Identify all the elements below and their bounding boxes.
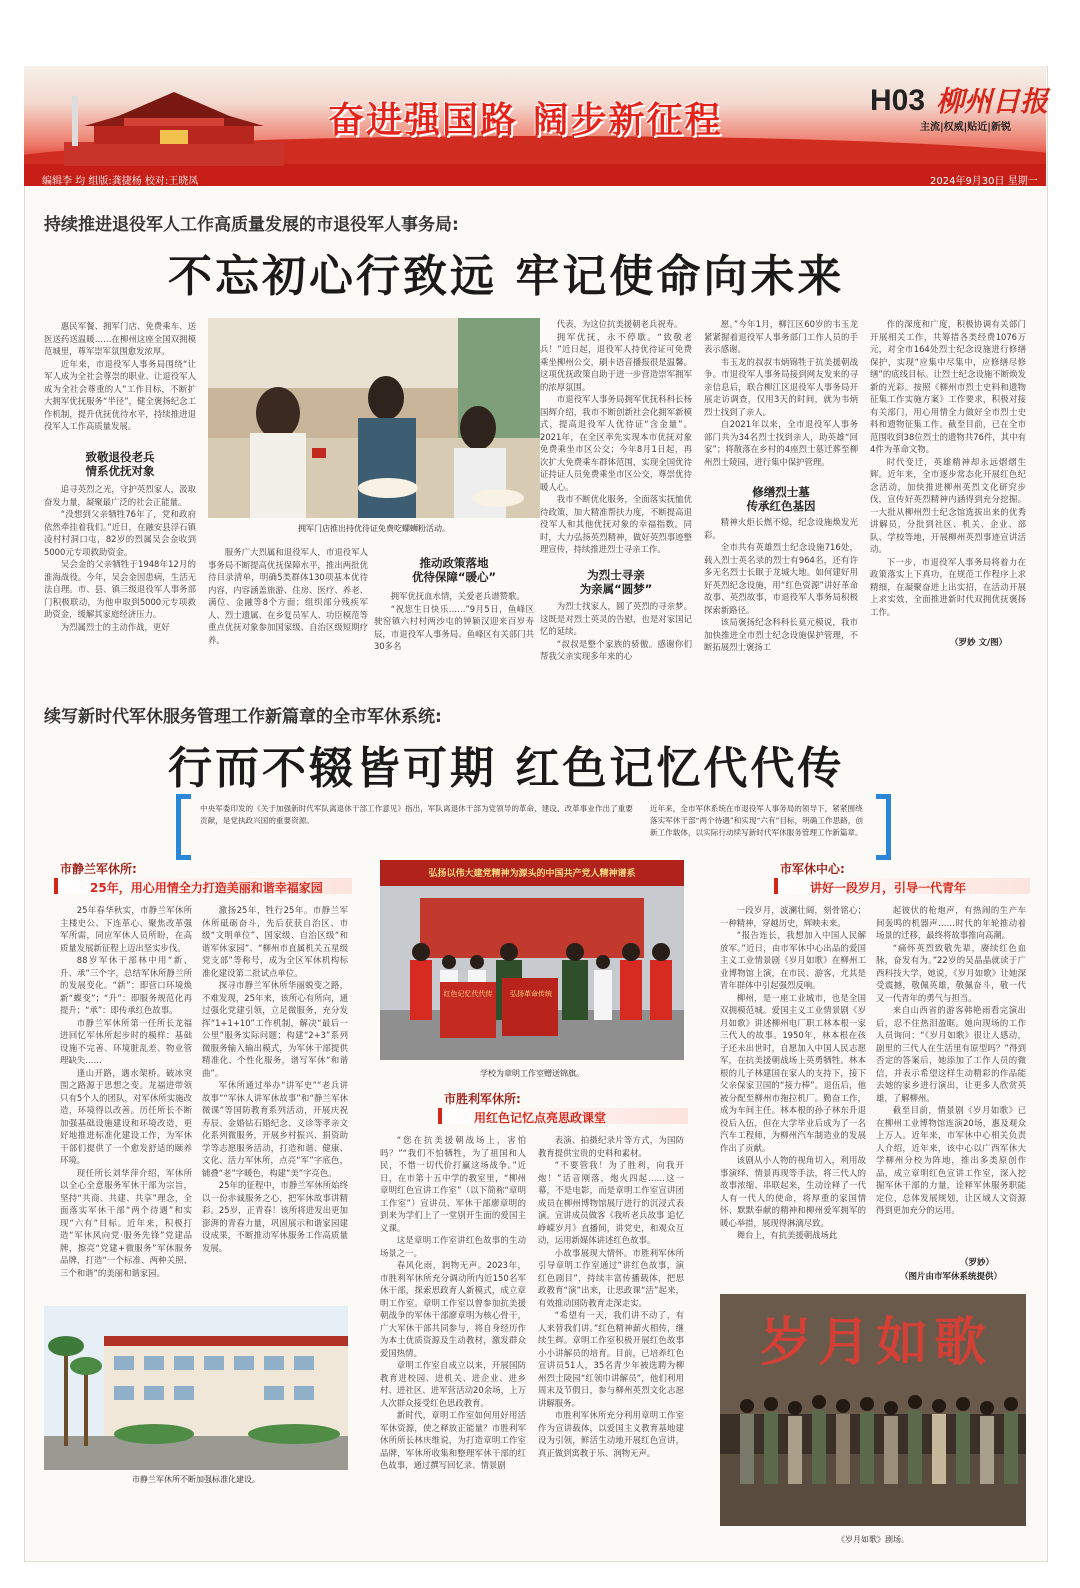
newspaper-logo: 柳州日报 [936, 85, 1049, 118]
paragraph: “没想到父亲牺牲76年了，党和政府依然牵挂着我们。”近日，在融安县浮石镇凌村村洞口屯，82岁的烈属吴会金收到5000元专项救助资金。 [44, 509, 196, 557]
article1-col1-body [44, 483, 196, 659]
paragraph: 下一步，市退役军人事务局将着力在政策落实上下真功，在规范工作程序上求精细，在凝聚奋进上出实招，在活动开展上求实效，全面推进新时代双拥优抚褒扬工作。 [870, 556, 1026, 617]
intro-bracket-left [176, 794, 191, 860]
section3-photo [720, 1294, 1026, 1526]
section1-title: 25年，用心用情全力打造美丽和谐幸福家园 [90, 881, 323, 895]
paragraph: 自2021年以来，全市退役军人事务部门共为34名烈士找到亲人，助英雄“回家”；将散落在乡村的4座烈士墓迁葬至柳州烈士陵园，进行集中保护管理。 [704, 419, 858, 467]
section3-col1 [720, 904, 866, 1288]
article2-intro-2: 近年来，全市军休系统在市退役军人事务局的领导下，紧紧围绕落实军休干部“两个待遇”和实现“六有”目标，明确工作思路，创新工作载体，以实际行动续写新时代军休服务管理工作新篇章。 [650, 804, 863, 837]
paragraph: 追寻英烈之光，守护英烈家人，汲取奋发力量，凝聚最广泛的社会正能量。 [44, 484, 196, 507]
paragraph: 拥军优抚，永不停歇。“致敬老兵！”近日起，退役军人持优待证可免费乘坐柳州公交，刷卡语音播报很是温馨。这项优抚政策自助于进一步营造崇军拥军的浓厚氛围。 [540, 331, 692, 392]
section3-byline: （罗妙） [960, 1258, 995, 1268]
article1-col5-tail [704, 516, 858, 660]
paragraph: 这是章明工作室讲红色故事的生动场景之一。 [380, 1235, 526, 1258]
article1-subhead-4: 修缮烈士墓 传承红色基因 [746, 485, 816, 513]
article1-subhead-3: 为烈士寻亲 为亲属“圆梦” [579, 568, 653, 596]
section3-tag: 市军休中心: [780, 862, 845, 876]
article1-col2 [208, 546, 368, 658]
section1-tag: 市静兰军休所: [60, 862, 137, 876]
article1-subhead-2: 推动政策落地 优待保障“暖心” [411, 556, 497, 584]
paragraph: 25年的征程中，市静兰军休所始终以一份赤诚服务之心，把军休故事讲精彩。25岁，正青春！该所将进发出更加澎湃的青春力量，巩固展示和谐家园建设成果，不断推动军休服务工作高质量发展。 [202, 1180, 348, 1253]
article2-intro-1: 中央军委印发的《关于加强新时代军队离退休干部工作意见》指出，军队离退休干部为党领导的革命、建设、改革事业作出了重要贡献，是党执政兴国的重要资源。 [200, 804, 633, 825]
article1-col4-tail [540, 600, 692, 660]
paragraph: 起彼伏的枪炮声，有热闹的生产车间轰鸣的机器声……时代的年轮推动着场景的迁移，最终将故事推向高潮。 [876, 905, 1026, 940]
paragraph: 惠民军餐、拥军门店、免费乘车、送医送药送温暖……在柳州这座全国双拥模范城里，尊军崇军氛围愈发浓厚。 [44, 321, 196, 356]
article1-col6 [870, 318, 1026, 648]
article2-headline: 行而不辍皆可期 红色记忆代代传 [168, 743, 845, 794]
paragraph: 截至目前，情景剧《岁月如歌》已在柳州工业博物馆连演20场，惠及观众上万人。近年来，市军休中心相关负责人介绍，近年来，该中心以广西军休大学柳州分校为阵地，推出多类原创作品，成立章明红色宣讲工作室，深入挖掘军休干部的力量，诠释军休服务职能定位，总体发展规划，让区域人文资源得到更加充分的运用。 [876, 1105, 1026, 1215]
paragraph: 小故事展现大情怀。市胜利军休所引导章明工作室通过“讲红色故事，演红色剧目”，持续丰富传播载体，把思政教育“演”出来，让思政课“活”起来，有效推动国防教育走深走实。 [538, 1247, 684, 1308]
paragraph: 88岁军休干部林中用“新、升、承”三个字，总结军休所静兰所的发展变化。“新”：即营口环境焕新“蝶变”；“升”：即服务规范化再提升；“承”：即传承红色故事。 [60, 955, 192, 1015]
newspaper-motto: 主流|权威|贴近|新锐 [920, 122, 1011, 133]
paragraph: 愿。”今年1月，柳江区60岁的韦玉龙紧紧握着退役军人事务部门工作人员的手表示感谢。 [704, 319, 858, 354]
paragraph: 市退役军人事务局拥军优抚科科长杨国辉介绍，我市不断创新社会化拥军新模式，提高退役军人优待证“含金量”。2021年，在全区率先实现本市优抚对象免费乘坐市区公交；今年8月1日起，再次扩大免费乘车群体范围，实现全国优待证持证人员免费乘坐市区公交，尊崇优待暖人心。 [540, 394, 692, 492]
paragraph: “叔叔是整个家族的骄傲。感谢你们帮我父亲实现多年来的心 [540, 638, 692, 660]
paragraph: 市胜利军休所充分利用章明工作室作为宣讲载体，以爱国主义教育基地建设为引领，鲜活生动地开展红色宣讲，真正做到寓教于乐、润物无声。 [538, 1410, 684, 1458]
paragraph: 来自山西省的游客韩艳雨看完演出后，忍不住热泪盈眶。她向现场的工作人员询问：“《岁月如歌》很让人感动，剧里的三代人在生活里有原型吗？”得到否定的答案后，她添加了工作人员的微信，并表示希望这样生动精彩的作品能去她的家乡进行演出，让更多人欣赏英雄，了解柳州。 [876, 1005, 1026, 1103]
paragraph: 25年春华秋实，市静兰军休所主楼史公、下连革心、聚焦改革强军所需，同应军休人员所盼，在高质量发展新征程上迈出坚实步伐。 [60, 905, 192, 953]
paragraph: 服务广大烈属和退役军人，市退役军人事务局不断提高优抚保障水平，推出两批优待目录清单，明确5类群体130项基本优待内容，内容涵盖旅游、住房、医疗、养老、满位、金融等8个方面；组织部分残疾军人、烈士遗属、在乡复员军人、功臣模范等重点优抚对象参加国家级、自治区级短期疗养。 [208, 547, 368, 645]
editor-credits: 编辑李 均 组版:龚捷杨 校对:王晓凤 [42, 176, 199, 187]
paragraph: 该剧从小人物的视角切入，利用故事演绎、情景再现等手法，将三代人的故事浓缩、串联起来，生动诠释了一代人有一代人的使命，将厚重的家国情怀、默默奉献的精神和柳州爱军拥军的暖心举措，展现得淋漓尽致。 [720, 1155, 866, 1228]
paragraph: 表演、拍摄纪录片等方式，为国防教育提供宝贵的史料和素材。 [538, 1135, 684, 1158]
paragraph: 章明工作室自成立以来，开展国防教育进校园、进机关、进企业、进乡村、进社区、进军营活动20余场，上万人次群众接受红色思政教育。 [380, 1360, 526, 1408]
paragraph: 逢山开路，遇水架桥。破冰突围之路源于思想之变。龙福进带领只有5个人的团队，对军休所实施改造，环境得以改善。历任所长不断加强基础设施建设和环境改造，更好地推进标准化建设工作，为军休干部们提供了一个愈发舒适的颐养环境。 [60, 1067, 192, 1165]
paragraph: 拥军优抚血水情，关爱老兵谱赞歌。 [390, 591, 525, 601]
paragraph: 作的深度和广度，积极协调有关部门开展相关工作，共筹措各类经费1076万元，对全市164处烈士纪念设施进行修缮保护，实现“应集中尽集中，应修缮尽修缮”的底线目标。让烈士纪念设施不断焕发新的光彩。按照《柳州市烈士史料和遗物征集工作实施方案》工作要求，积极对接有关部门，用心用情全力做好全市烈士史料和遗物征集工作。截至目前，已在全市范围收到38位烈士的遗物共76件，其中有4件为革命文物。 [870, 319, 1026, 454]
article1-photo-caption: 拥军门店推出持优待证免费吃螺蛳粉活动。 [298, 524, 450, 533]
tiananmen-illustration [64, 86, 284, 166]
banner-slogan: 奋进强国路 阔步新征程 [328, 100, 723, 141]
paragraph: 现任所长刘华萍介绍，军休所以全心全意服务军休干部为宗旨，坚持“共商、共建、共享”理念，全面落实军休干部“两个待遇”和实现“六有”目标。近年来，积极打造“军休风向党·服务先锋”党建品牌，擦亮“党建+微服务”军休服务品牌，打造“一个标准、两种关照、三个和谐”的美丽和谐家园。 [60, 1167, 192, 1278]
center-photo [380, 860, 684, 1060]
paragraph: 一段岁月，波澜壮阔，刻骨铭心；一种精神，穿越历史，辉映未来。 [720, 905, 866, 928]
paragraph: 市静兰军休所第一任所长龙福进回忆军休所起步时的模样：基础设施不完善、环境脏乱差、物业管理缺失…… [60, 1017, 192, 1065]
paragraph: 新时代，章明工作室如何用好用活军休资源，使之释放正能量？市胜利军休所所长林庆维说，为打造章明工作室品牌，军休所收集和整理军休干部的红色故事，通过撰写回忆录、情景剧 [380, 1410, 526, 1470]
issue-date: 2024年9月30日 星期一 [930, 176, 1038, 187]
paragraph: 军休所通过举办“讲军史”“老兵讲故事”“军休人讲军休故事”和“静兰军休微课”等国防教育系列活动，开展庆祝寿辰、金婚钻石婚纪念、义诊等孝亲文化系列微服务，开展乡村振兴、捐资助学等志愿服务活动，打造和谐、健康、文化、活力军休所，点亮“军”字底色，铺叠“老”字暖色，构建“美”字亮色。 [202, 1080, 348, 1178]
section1-col2 [202, 904, 348, 1294]
section1-col1 [60, 904, 192, 1294]
center-photo-banner: 弘扬以伟大建党精神为源头的中国共产党人精神谱系 [428, 869, 636, 879]
paragraph: “痛怀英烈致敬先辈，赓续红色血脉，奋发有为。”22岁的吴晶晶就读于广西科技大学，她说，《岁月如歌》让她深受震撼，敬佩英雄，敬佩奋斗，敬一代又一代青年的勇气与担当。 [876, 942, 1026, 1003]
article1-kicker: 持续推进退役军人工作高质量发展的市退役军人事务局: [44, 215, 459, 235]
page-number: H03 [870, 84, 926, 117]
paragraph: 近年来，市退役军人事务局围绕“让军人成为全社会尊崇的职业、让退役军人成为全社会尊重的人”工作目标，不断扩大拥军优抚服务“半径”，健全褒扬纪念工作机制，提升优抚优待水平，持续推进退役军人工作高质量发展。 [44, 358, 196, 431]
section1-photo [44, 1306, 348, 1470]
paragraph: 为烈士找家人，圆了英烈的寻亲梦。这既是对烈士英灵的告慰，也是对家国记忆的延续。 [540, 601, 692, 636]
paragraph: “报告连长，我想加入中国人民解放军。”近日，由市军休中心出品的爱国主义工业情景剧《岁月如歌》在柳州工业博物馆上演，在市民、游客，尤其是青年群体中引起强烈反响。 [720, 930, 866, 990]
article1-headline: 不忘初心行致远 牢记使命向未来 [168, 251, 845, 302]
center-photo-flag-right: 弘扬革命传统 [510, 990, 552, 998]
paragraph: 代表，为这位抗美援朝老兵祝寿。 [556, 319, 683, 329]
article1-byline: （罗妙 文/图） [950, 638, 1008, 648]
section3-photo-caption: 《岁月如歌》剧场。 [837, 1535, 909, 1544]
paragraph: 我市不断优化服务，全面落实抚恤优待政策，加大精准帮扶力度，不断提高退役军人和其他优抚对象的幸福指数。同时，大力弘扬英烈精神，做好英烈事迹整理宣传，持续推进烈士寻亲工作。 [540, 494, 692, 554]
section2-col1 [380, 1134, 526, 1536]
paragraph: “祝您生日快乐……”9月5日，鱼峰区驶窑镇六村村两沙屯的钟颖汉迎来百岁寿辰，市退役军人事务局、鱼峰区有关部门共30多名 [374, 603, 534, 651]
section3-title: 讲好一段岁月，引导一代青年 [810, 881, 967, 895]
article1-subhead-1: 致敬退役老兵 情系优抚对象 [85, 450, 155, 478]
paragraph: 该局褒扬纪念科科长莫元模说，我市加快推进全市烈士纪念设施保护管理，不断拓展烈士褒扬工 [704, 617, 858, 652]
section2-col2 [538, 1134, 684, 1536]
paragraph: 韦玉龙的叔叔韦炳锦牲于抗美援朝战争。市退役军人事务局接到网友发来的寻亲信息后，联合柳江区退役军人事务局开展走访调查，仅用3天的时间，就为韦炳烈士找到了亲人。 [704, 356, 858, 417]
paragraph: 全市共有英雄烈士纪念设施716处，载入烈士英名录的烈士有964名，还有许多无名烈士长眠于龙城大地。如何建好用好英烈纪念设施，用“红色资源”讲好革命故事、英烈故事，市退役军人事务局积极探索新路径。 [704, 542, 858, 615]
article1-col3 [374, 590, 534, 658]
section3-photo-credit: （图片由市军休系统提供） [900, 1272, 1003, 1282]
paragraph: “不要管我！为了胜利，向我开炮！”话音刚落，炮火四起……这一幕，不是电影，而是章明工作室宣讲团成员在柳州博物馆展厅进行的沉浸式表演。宣讲成员做客《我听老兵故事 追忆峥嵘岁月》直播间，讲党史，和观众互动，运用新媒体讲述红色故事。 [538, 1160, 684, 1245]
intro-bracket-right [876, 794, 891, 860]
section2-tag: 市胜利军休所: [444, 1092, 521, 1106]
paragraph: “您在抗美援朝战场上，害怕吗？”“我们不怕牺牲，为了祖国和人民，不惜一切代价打赢这场战争。”近日，在市第十五中学的教室里，“柳州章明红色宣讲工作室”（以下简称“章明工作室”）宣讲员、军休干部廖章明的到来为学们上了一堂别开生面的爱国主义课。 [380, 1135, 526, 1233]
paragraph: 吴会金的父亲牺牲于1948年12月的淮海战役。今年，吴会金因患病，生活无法自理。市、县、镇三级退役军人事务部门积极联动，为他申取到5000元专项救助资金，缓解其家庭经济压力。 [44, 559, 196, 619]
paragraph: 为烈属烈士的主动作战，更好 [60, 621, 170, 632]
article1-col1-intro [44, 320, 196, 444]
paragraph: 时代变迁，英雄精神却永远熠熠生辉。近年来，全市逐步常态化开展红色纪念活动，加快推进柳州英烈文化研究步伐，宣传好英烈精神内涵得到充分挖掘。一大批从柳州烈士纪念馆选拔出来的优秀讲解员，分批到社区、机关、企业、部队、学校等地，开展柳州英烈事迹宣讲活动。 [870, 456, 1026, 554]
article2-kicker: 续写新时代军休服务管理工作新篇章的全市军休系统: [44, 707, 442, 727]
paragraph: 春风化雨，润物无声。2023年，市胜利军休所充分调动所内近150名军休干部，探索思政育人新模式，成立章明工作室。章明工作室以曾参加抗美援朝战争的军休干部廖章明为核心骨干，广大军休干部共同参与，将自身经历作为本土优质资源及生动教材，激发群众爱国热情。 [380, 1260, 526, 1358]
center-photo-flag-left: 红色记忆代代传 [443, 990, 493, 998]
paragraph: 柳州，是一座工业城市，也是全国双拥模范城。爱国主义工业情景剧《岁月如歌》讲述柳州电厂职工林本根一家三代人的故事。1950年，林本根在孩子还未出世时，自愿加入中国人民志愿军，在抗美援朝战场上英勇牺牲。林本根的儿子林建国在家人的支持下，接下父亲保家卫国的“接力棒”。退伍后，他被分配至柳州市拖拉机厂。勤奋工作，成为车间主任。林本根的孙子林东升退役后入伍，但在大学毕业后成为了一名汽车工程师，为柳州汽车制造业的发展作出了贡献。 [720, 992, 866, 1153]
paragraph: 激扬25年，牲行25年。市静兰军休所砥砺奋斗，先后获获自治区、市级“文明单位”、国家级、自治区级“和谐军休家园”、“柳州市直属机关五星级党支部”等称号，成为全区军休机构标准化建设第二批试点单位。 [202, 905, 348, 978]
section3-col2 [876, 904, 1026, 1254]
section3-photo-overlay: 岁月如歌 [760, 1312, 993, 1373]
paragraph: 探寻市静兰军休所华丽蜕变之路，不难发现，25年来，该所心有所向，通过强化党建引领，立足微服务，充分发挥“1+1+10”工作机制，解决“最后一公里”服务实际问题；构建“2+3”系列微服务输入输出模式，为军休干部提供精准化、个性化服务，谱写军休“和谐曲”。 [202, 980, 348, 1078]
article1-photo [208, 318, 540, 518]
paragraph: 舞台上，有抗美援朝战场此 [736, 1230, 838, 1240]
center-photo-caption: 学校为章明工作室赠送锦旗。 [480, 1069, 584, 1078]
article1-col5 [704, 318, 858, 482]
article1-col4 [540, 318, 692, 564]
paragraph: “希望有一天，我们讲不动了，有人来替我们讲。”红色精神薪火相传，继续生辉。章明工作室积极开展红色故事小小讲解员的培育。目前，已培养红色宣讲员51人，35名青少年被选聘为柳州烈士陵园“红领巾讲解员”，他们利用周末及节假日，参与柳州英烈文化志愿讲解服务。 [538, 1310, 684, 1408]
section2-title: 用红色记忆点亮思政课堂 [474, 1111, 607, 1125]
paragraph: 精神火炬长燃不熄，纪念设施焕发光彩。 [704, 517, 858, 540]
section1-photo-caption: 市静兰军休所不断加强标准化建设。 [132, 1475, 260, 1484]
